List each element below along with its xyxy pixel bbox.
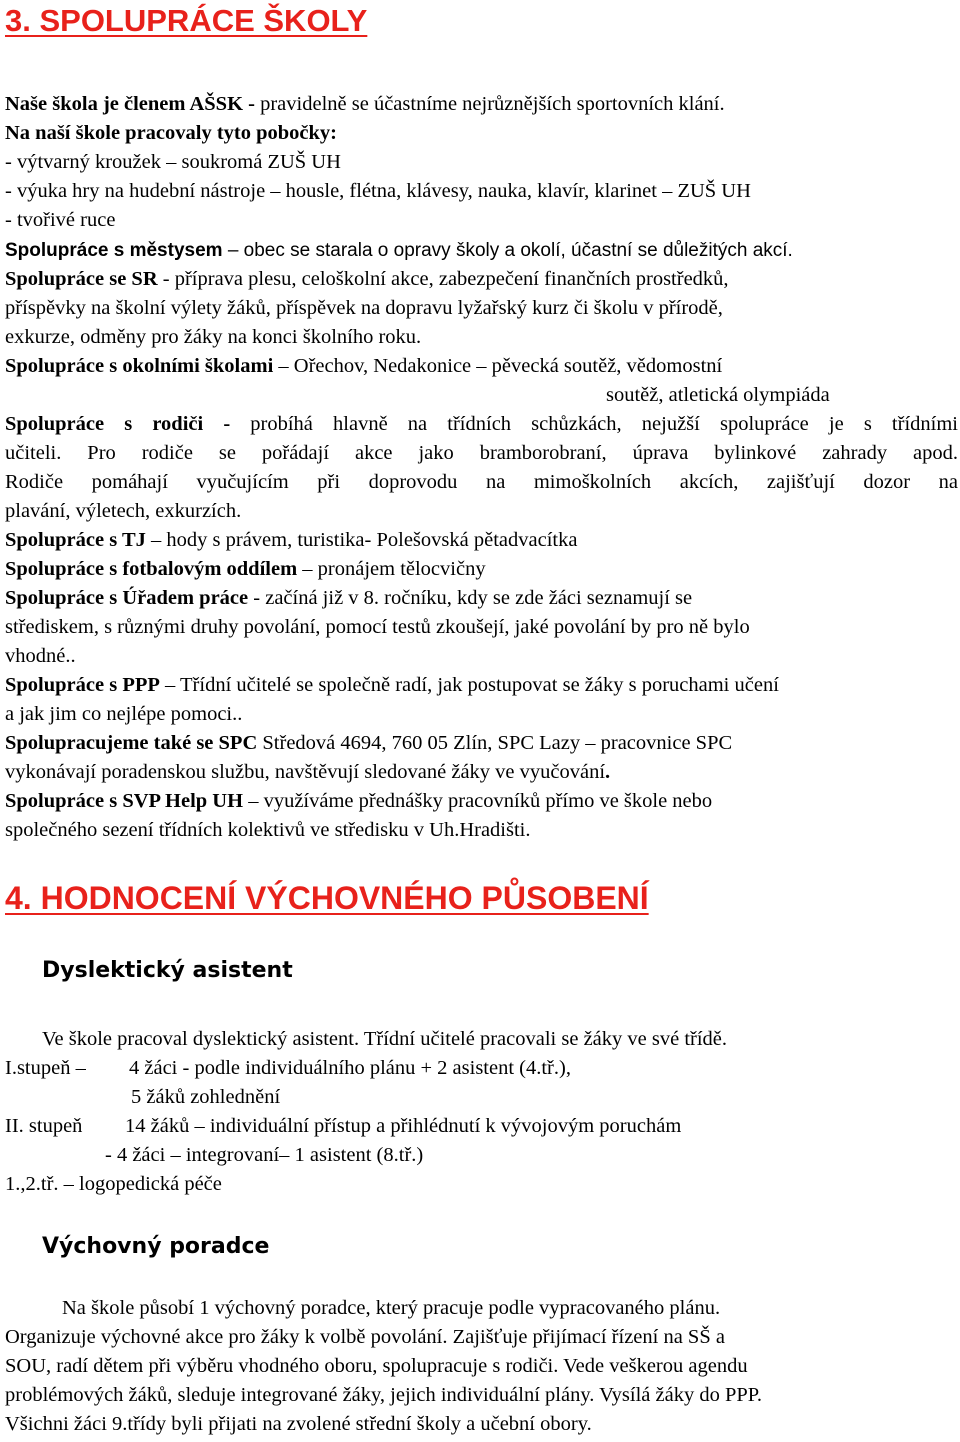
line-fotbal: Spolupráce s fotbalovým oddílem – pronájem tělocvičny bbox=[5, 558, 486, 580]
section-3-heading: 3. SPOLUPRÁCE ŠKOLY bbox=[5, 3, 368, 38]
line-sezeni: společného sezení třídních kolektivů ve středisku v Uh.Hradišti. bbox=[5, 819, 531, 841]
line-prispevky: příspěvky na školní výlety žáků, příspěvek na dopravu lyžařský kurz či školu v přírodě, bbox=[5, 297, 723, 319]
subheading-vychovny-poradce: Výchovný poradce bbox=[42, 1234, 270, 1259]
line-i-stupen-label: I.stupeň – bbox=[5, 1057, 86, 1079]
line-urad-prace: Spolupráce s Úřadem práce - začíná již v 8. ročníku, kdy se zde žáci seznamují se bbox=[5, 587, 693, 609]
line-vhodne: vhodné.. bbox=[5, 645, 76, 667]
line-vp-4: problémových žáků, sleduje integrované žáky, jejich individuální plány. Vysílá žáky do PPP. bbox=[5, 1384, 763, 1406]
subheading-dyslekticky-asistent: Dyslektický asistent bbox=[42, 958, 293, 983]
line-pobocky: Na naší škole pracovaly tyto pobočky: bbox=[5, 122, 338, 144]
line-integrovani: - 4 žáci – integrovaní– 1 asistent (8.tř.) bbox=[105, 1144, 424, 1166]
line-ii-stupen-label: II. stupeň bbox=[5, 1115, 83, 1137]
line-olympiada: soutěž, atletická olympiáda bbox=[606, 384, 830, 406]
line-ppp: Spolupráce s PPP – Třídní učitelé se společně radí, jak postupovat se žáky s poruchami učení bbox=[5, 674, 779, 696]
line-dys-intro: Ve škole pracoval dyslektický asistent. Třídní učitelé pracovali se žáky ve své třídě. bbox=[42, 1028, 728, 1050]
line-exkurze: exkurze, odměny pro žáky na konci školního roku. bbox=[5, 326, 422, 348]
line-logopedicka: 1.,2.tř. – logopedická péče bbox=[5, 1173, 222, 1195]
line-hudebni: - výuka hry na hudební nástroje – housle, flétna, klávesy, nauka, klavír, klarinet – ZUŠ UH bbox=[5, 180, 751, 202]
line-spc: Spolupracujeme také se SPC Středová 4694, 760 05 Zlín, SPC Lazy – pracovnice SPC bbox=[5, 732, 733, 754]
line-tvorive: - tvořivé ruce bbox=[5, 209, 116, 231]
line-vp-1: Na škole působí 1 výchovný poradce, který pracuje podle vypracovaného plánu. bbox=[62, 1297, 721, 1319]
line-svp: Spolupráce s SVP Help UH – využíváme přednášky pracovníků přímo ve škole nebo bbox=[5, 790, 713, 812]
line-vp-3: SOU, radí dětem při výběru vhodného oboru, spolupracuje s rodiči. Vede veškerou agendu bbox=[5, 1355, 748, 1377]
section-4-heading: 4. HODNOCENÍ VÝCHOVNÉHO PŮSOBENÍ bbox=[5, 880, 649, 916]
line-i-stupen-text: 4 žáci - podle individuálního plánu + 2 asistent (4.tř.), bbox=[129, 1057, 571, 1079]
line-vp-5: Všichni žáci 9.třídy byli přijati na zvolené střední školy a učební obory. bbox=[5, 1413, 592, 1435]
line-doprovod: Rodiče pomáhají vyučujícím při doprovodu na mimoškolních akcích, zajišťují dozor na bbox=[5, 471, 958, 493]
line-poradenska: vykonávají poradenskou službu, navštěvují sledované žáky ve vyučování. bbox=[5, 761, 611, 783]
line-plavani: plavání, výletech, exkurzích. bbox=[5, 500, 242, 522]
line-vp-2: Organizuje výchovné akce pro žáky k volbě povolání. Zajišťuje přijímací řízení na SŠ a bbox=[5, 1326, 725, 1348]
line-tj: Spolupráce s TJ – hody s právem, turistika- Polešovská pětadvacítka bbox=[5, 529, 578, 551]
line-rodice: Spolupráce s rodiči - probíhá hlavně na třídních schůzkách, nejužší spolupráce je s třídními bbox=[5, 413, 958, 435]
line-pomoci: a jak jim co nejlépe pomoci.. bbox=[5, 703, 243, 725]
line-sr: Spolupráce se SR - příprava plesu, celoškolní akce, zabezpečení finančních prostředků, bbox=[5, 268, 729, 290]
line-ascsk: Naše škola je členem AŠSK - pravidelně se účastníme nejrůznějších sportovních klání. bbox=[5, 93, 725, 115]
line-okolni-skoly: Spolupráce s okolními školami – Ořechov, Nedakonice – pěvecká soutěž, vědomostní bbox=[5, 355, 723, 377]
line-zohledneni: 5 žáků zohlednění bbox=[131, 1086, 281, 1108]
line-vytvarny: - výtvarný kroužek – soukromá ZUŠ UH bbox=[5, 151, 341, 173]
line-strediskem: střediskem, s různými druhy povolání, pomocí testů zkoušejí, jaké povolání by pro ně bylo bbox=[5, 616, 750, 638]
line-ii-stupen-text: 14 žáků – individuální přístup a přihlédnutí k vývojovým poruchám bbox=[125, 1115, 682, 1137]
line-ucitele: učiteli. Pro rodiče se pořádají akce jako bramborobraní, úprava bylinkové zahrady apod. bbox=[5, 442, 958, 464]
line-mestys: Spolupráce s městysem – obec se starala o opravy školy a okolí, účastní se důležitých akcí. bbox=[5, 240, 793, 261]
